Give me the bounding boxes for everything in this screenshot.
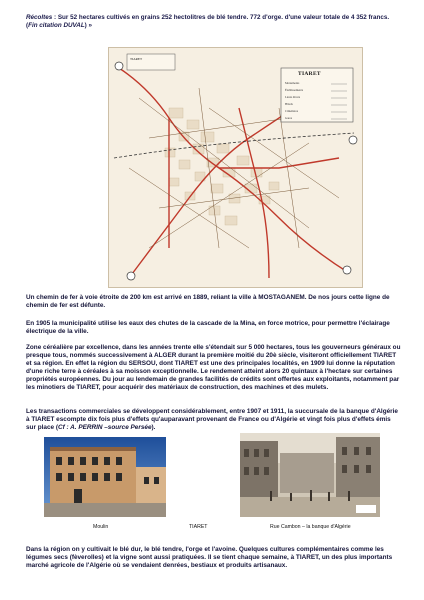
harvest-paragraph xyxy=(26,14,402,30)
mill-photo xyxy=(44,437,166,517)
commerce-paragraph xyxy=(26,408,402,432)
city-caption: TIARET xyxy=(189,524,208,530)
commerce-source: Cf : A. PERRIN –source Persée xyxy=(57,424,152,431)
map-legend-item: Cimetières xyxy=(285,109,298,113)
mill-caption: Moulin xyxy=(93,524,109,530)
map-title: TIARET xyxy=(298,71,321,77)
map-legend xyxy=(285,80,329,122)
railway-paragraph: Un chemin de fer à voie étroite de 200 km est arrivé en 1889, reliant la ville à MOSTAGANEM. De nos jours cette ligne de chemin de fer est défunte. xyxy=(26,294,390,309)
map-legend-item: Lieux divers xyxy=(285,95,301,99)
cereal-paragraph: Zone céréalière par excellence, dans les années trente elle s'étendait sur 5 000 hectares, tous les gouverneurs généraux ou presque tous, nommés successivement à ALGER durant la première moitié du 20è siècle, visiteront officiellement TIARET et sa région. En effet la région du SERSOU, dont TIARET est une des principales localités, en 1909 lui donne la réputation d'une riche terre à céréales à sa moisson exceptionnelle. Le rendement atteint alors 20 quintaux à l'hectare sur certaines propriétés européennes. Du jour au lendemain de grandes facilités de crédits sont offertes aux exploitants, notamment par les minotiers de TIARET, pour acquérir des matériaux de construction, des machines et des mulets. xyxy=(26,344,401,391)
map-legend-item: Monuments xyxy=(285,81,300,85)
map-legend-item: Gares xyxy=(285,116,292,120)
harvest-source: Fin citation DUVAL xyxy=(28,22,85,29)
region-paragraph: Dans la région on y cultivait le blé dur, le blé tendre, l'orge et l'avoine. Quelques cultures complémentaires comme les légumes secs (fèverolles) et la vigne sont aussi pratiquées. Il se tient chaque semaine, à TIARET, un des plus importants marché agricole de l'Algérie où se vendaient denrées, bestiaux et produits artisanaux. xyxy=(26,546,393,569)
commerce-end: ). xyxy=(151,424,156,431)
map-corner-label: TIARET xyxy=(130,57,143,61)
city-map xyxy=(108,47,363,288)
map-legend-item: Hôtels xyxy=(285,102,293,106)
street-photo xyxy=(240,433,380,517)
harvest-close: ) » xyxy=(84,22,93,29)
harvest-label: Récoltes xyxy=(26,14,53,21)
map-legend-item: Établissements xyxy=(285,88,303,92)
commerce-text: Les transactions commerciales se développent considérablement, entre 1907 et 1911, la succursale de la banque d'Algérie à TIARET escompte dix fois plus d'effets qu'auparavant provenant de France ou d'Algérie et vingt fois plus d'effets émis sur place ( xyxy=(26,408,398,431)
street-caption: Rue Cambon – la banque d'Algérie xyxy=(270,524,351,530)
harvest-text: : Sur 52 hectares cultivés en grains 252 hectolitres de blé tendre. 772 d'orge. d'une valeur totale de 4 352 francs. ( xyxy=(26,14,390,29)
electric-paragraph: En 1905 la municipalité utilise les eaux des chutes de la cascade de la Mina, en force motrice, pour permettre l'éclairage électrique de la ville. xyxy=(26,320,390,335)
